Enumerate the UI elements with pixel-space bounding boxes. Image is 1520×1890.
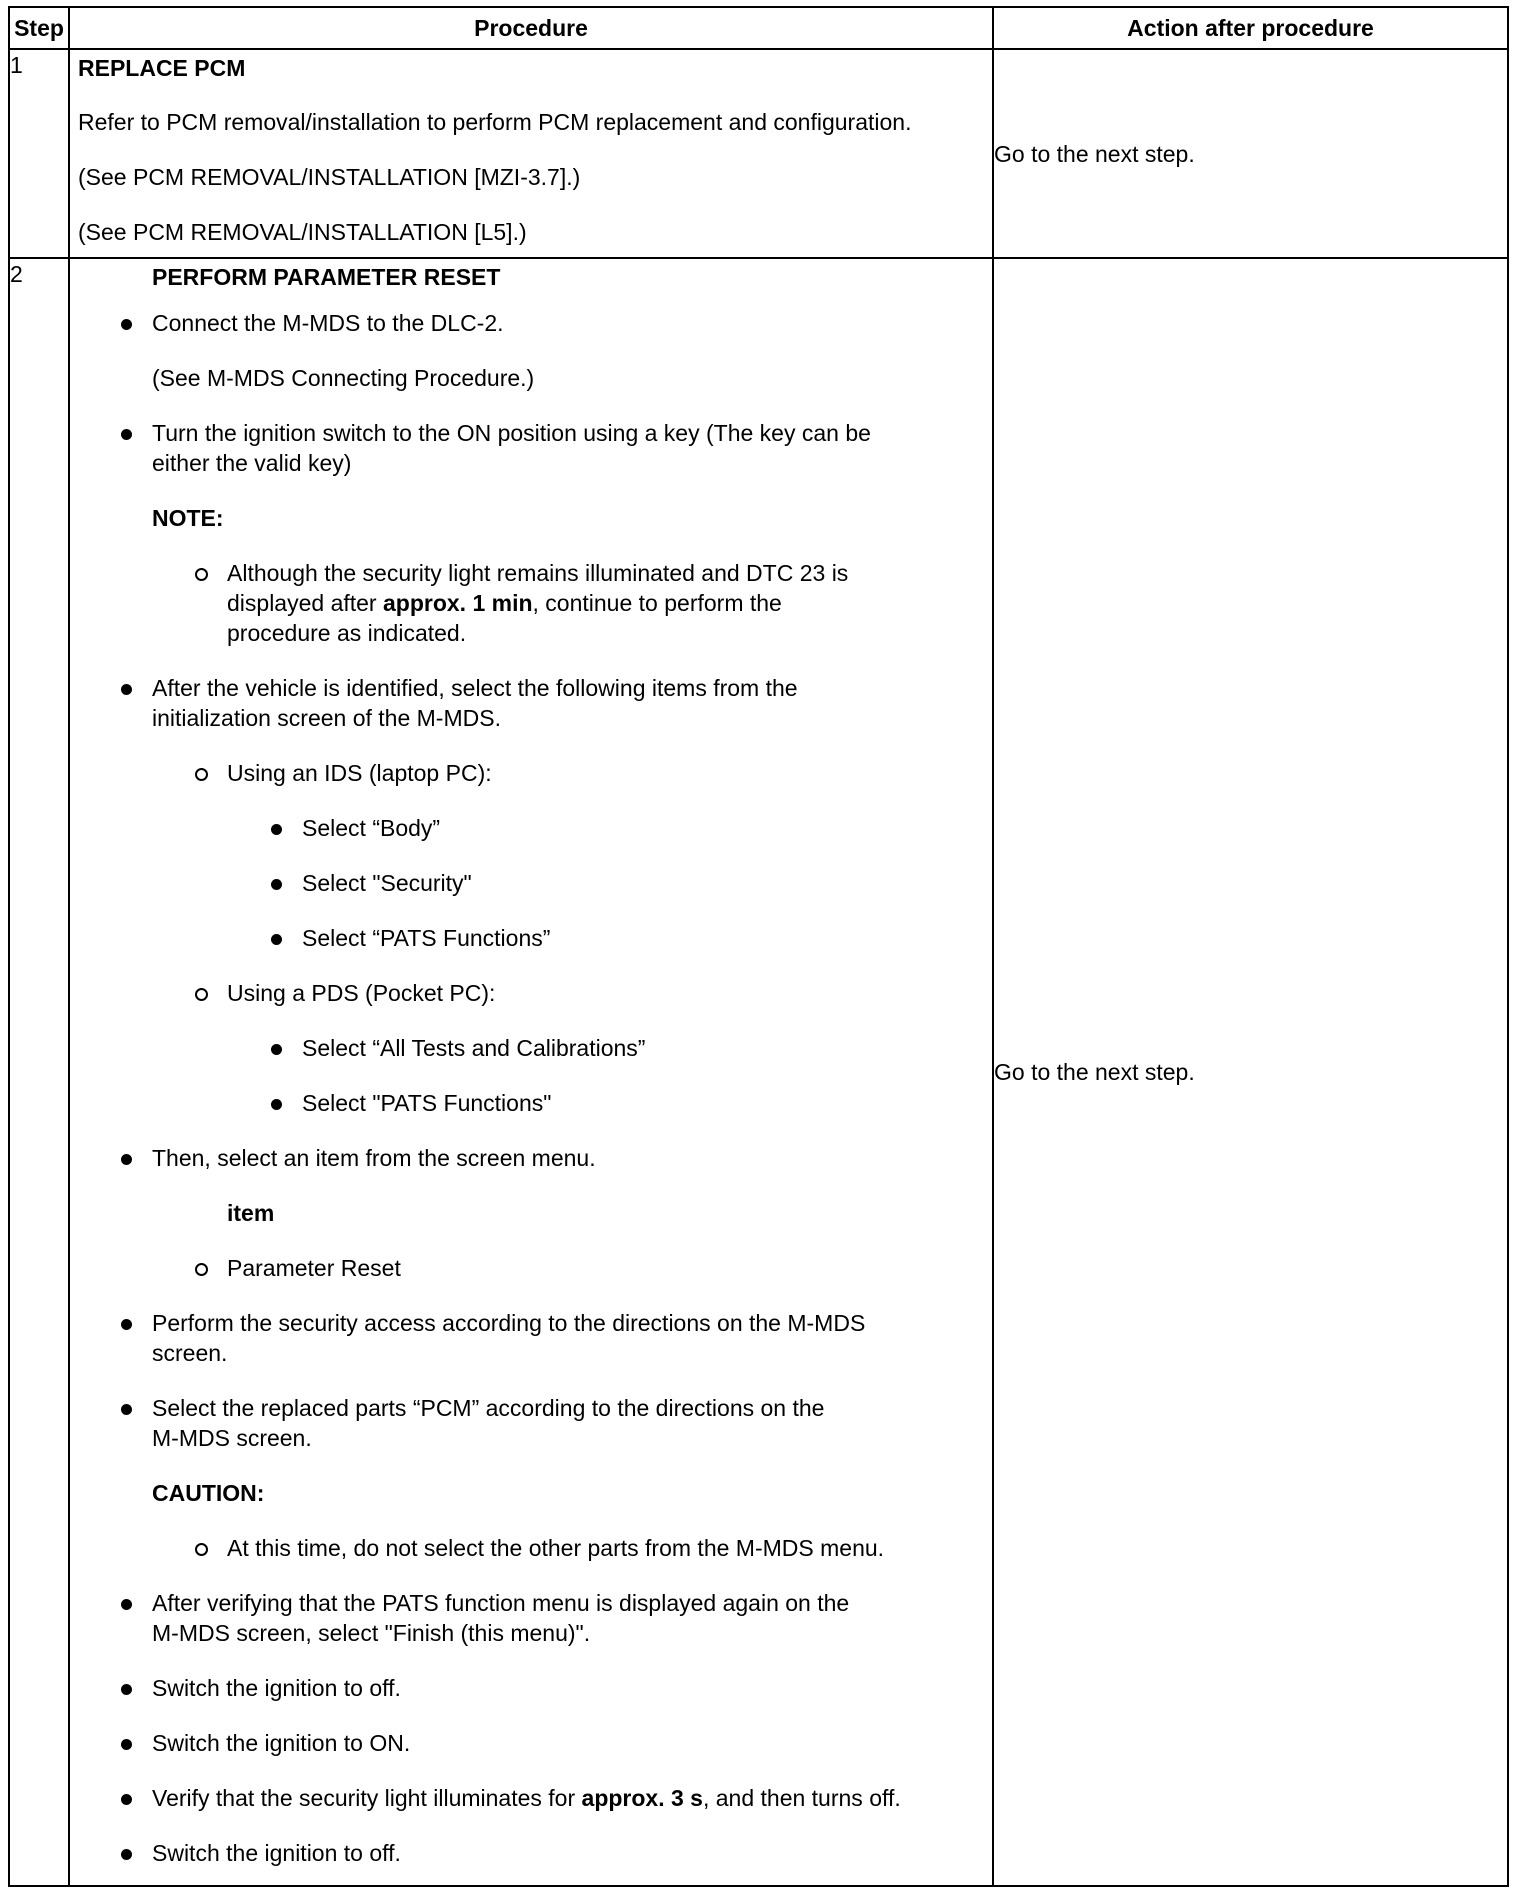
note-text: procedure as indicated. [227,620,467,646]
circle-bullet-icon [195,1543,208,1556]
list-item: Connect the M-MDS to the DLC-2. [152,310,504,336]
step-number: 2 [9,258,69,1886]
bullet-icon [121,319,132,330]
list-item: Select the replaced parts “PCM” according to the directions on the [152,1395,825,1421]
list-item-continued: M-MDS screen, select "Finish (this menu)". [152,1620,591,1646]
note-text [227,588,782,618]
note-text-part: displayed after [227,590,383,616]
list-item: Parameter Reset [227,1255,401,1281]
circle-bullet-icon [195,768,208,781]
table-header-row [9,7,1508,49]
item-label: item [227,1200,275,1226]
bullet-icon [121,1739,132,1750]
list-item: Switch the ignition to off. [152,1675,401,1701]
list-item-part: , and then turns off. [702,1785,901,1811]
list-item: Select “Body” [302,815,441,841]
bullet-icon [121,1794,132,1805]
list-item-continued: initialization screen of the M-MDS. [152,705,501,731]
bullet-icon [271,879,282,890]
list-item [152,1783,901,1813]
bullet-icon [271,1044,282,1055]
list-item-emphasis: approx. 3 s [581,1785,703,1811]
note-label: NOTE: [152,505,224,531]
list-item-part: Verify that the security light illuminates for [152,1785,582,1811]
circle-bullet-icon [195,988,208,1001]
list-item: Select "Security" [302,870,472,896]
list-item-continued: M-MDS screen. [152,1425,312,1451]
procedure-table [8,6,1509,1887]
bullet-icon [271,934,282,945]
action-cell: Go to the next step. [993,49,1508,258]
bullet-icon [121,1154,132,1165]
caution-text: At this time, do not select the other parts from the M-MDS menu. [227,1535,885,1561]
bullet-icon [121,1404,132,1415]
list-item: Switch the ignition to ON. [152,1730,411,1756]
header-action: Action after procedure [993,7,1508,49]
list-item-continued: either the valid key) [152,450,352,476]
list-item: Using a PDS (Pocket PC): [227,980,496,1006]
list-item: Perform the security access according to the directions on the M-MDS [152,1310,866,1336]
header-step: Step [9,7,69,49]
list-item: Using an IDS (laptop PC): [227,760,492,786]
caution-label: CAUTION: [152,1480,265,1506]
procedure-cell [69,258,993,1886]
procedure-text: Refer to PCM removal/installation to perform PCM replacement and configuration. [78,109,912,135]
list-item: After the vehicle is identified, select the following items from the [152,675,798,701]
bullet-icon [121,1319,132,1330]
bullet-icon [271,824,282,835]
table-row [9,49,1508,258]
list-item: Select "PATS Functions" [302,1090,552,1116]
bullet-icon [121,1684,132,1695]
list-item-continued: screen. [152,1340,228,1366]
step-number: 1 [9,49,69,258]
circle-bullet-icon [195,1263,208,1276]
bullet-icon [121,429,132,440]
list-item: Select “PATS Functions” [302,925,551,951]
list-item: After verifying that the PATS function menu is displayed again on the [152,1590,850,1616]
bullet-icon [121,1599,132,1610]
step-title: PERFORM PARAMETER RESET [152,264,501,290]
reference-link-text: (See M-MDS Connecting Procedure.) [152,365,535,391]
list-item: Switch the ignition to off. [152,1840,401,1866]
list-item: Select “All Tests and Calibrations” [302,1035,646,1061]
reference-link-text: (See PCM REMOVAL/INSTALLATION [MZI-3.7].) [78,164,581,190]
list-item: Then, select an item from the screen menu. [152,1145,596,1171]
step-title: REPLACE PCM [78,55,246,81]
bullet-icon [271,1099,282,1110]
note-text-part: , continue to perform the [532,590,782,616]
circle-bullet-icon [195,568,208,581]
procedure-cell [69,49,993,258]
reference-link-text: (See PCM REMOVAL/INSTALLATION [L5].) [78,219,527,245]
table-row [9,258,1508,1886]
bullet-icon [121,684,132,695]
note-text: Although the security light remains illuminated and DTC 23 is [227,560,849,586]
note-emphasis: approx. 1 min [382,590,533,616]
bullet-icon [121,1849,132,1860]
action-cell: Go to the next step. [993,258,1508,1886]
header-procedure: Procedure [69,7,993,49]
list-item: Turn the ignition switch to the ON position using a key (The key can be [152,420,871,446]
